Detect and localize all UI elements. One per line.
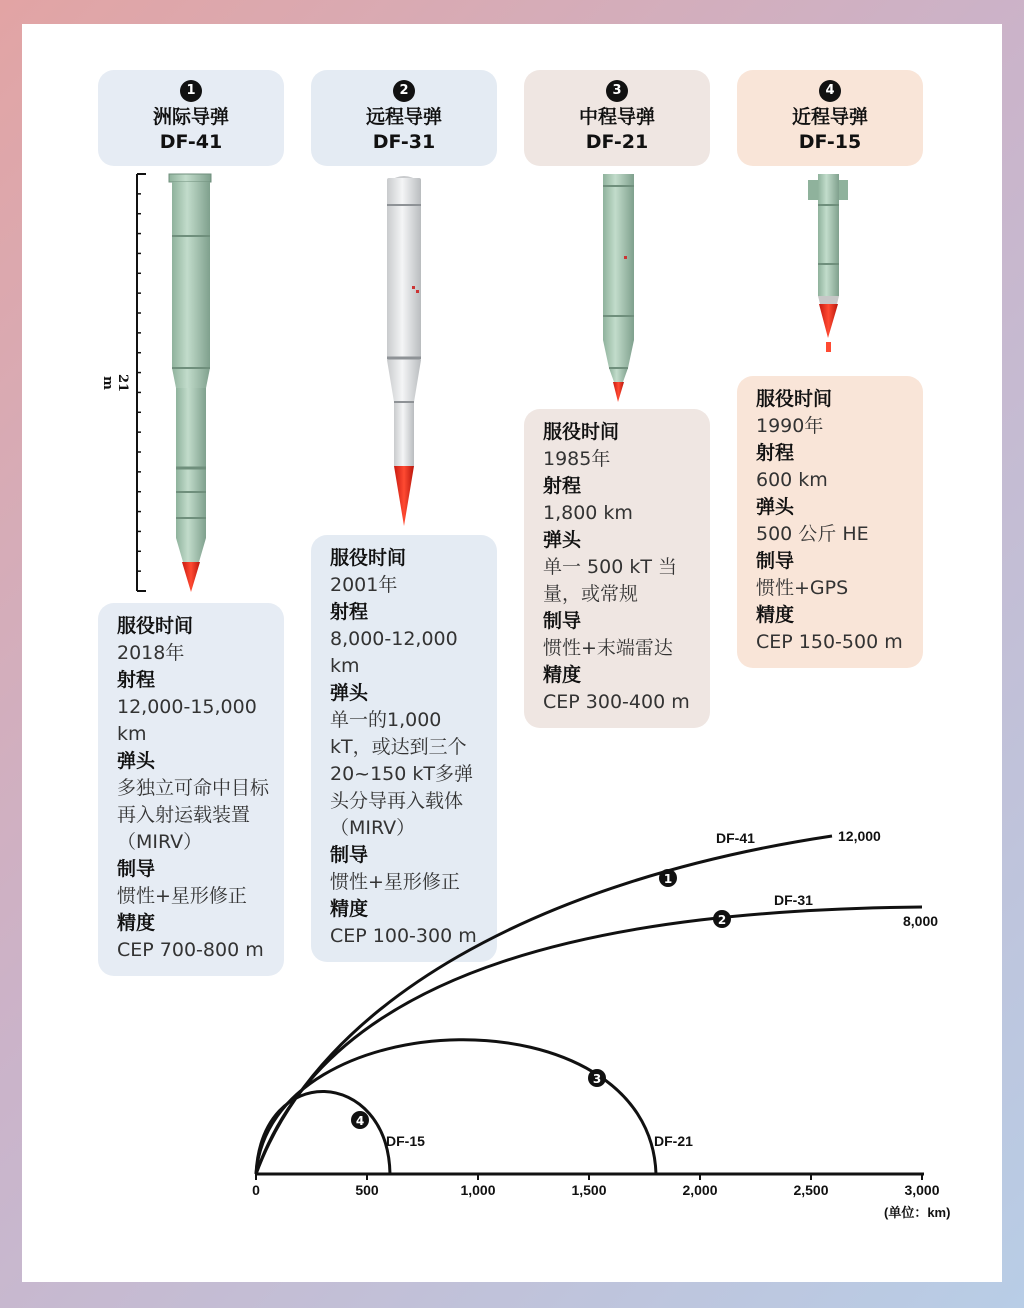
spec-value: 惯性+星形修正	[117, 885, 247, 907]
spec-label: 弹头	[543, 529, 582, 551]
spec-label: 射程	[543, 475, 582, 497]
marker-number: 2	[717, 913, 727, 927]
spec-label: 弹头	[117, 750, 156, 772]
spec-value: 多独立可命中目标再入射运载装置（MIRV）	[117, 777, 270, 853]
spec-value: CEP 700-800 m	[117, 939, 264, 961]
spec-value: CEP 100-300 m	[330, 925, 477, 947]
spec-label: 精度	[756, 604, 795, 626]
spec-label: 弹头	[330, 682, 369, 704]
spec-value: 惯性+末端雷达	[543, 637, 673, 659]
range-axis-tick-label: 500	[355, 1182, 379, 1198]
trajectory-df21	[256, 1040, 656, 1174]
missile-code: DF-21	[585, 131, 649, 153]
spec-label: 弹头	[756, 496, 795, 518]
missile-type: 中程导弹	[578, 106, 655, 128]
spec-value: 1,800 km	[543, 502, 633, 524]
number-badge: 2	[393, 80, 415, 102]
spec-value: 惯性+星形修正	[330, 871, 460, 893]
spec-label: 服役时间	[117, 615, 194, 637]
range-axis-tick-label: 2,000	[682, 1182, 718, 1198]
spec-value: 1990年	[756, 415, 824, 437]
spec-label: 制导	[543, 610, 582, 632]
spec-value: 500 公斤 HE	[756, 523, 869, 545]
spec-label: 制导	[756, 550, 795, 572]
spec-value: 2001年	[330, 574, 398, 596]
spec-label: 服役时间	[756, 388, 833, 410]
missile-type: 洲际导弹	[152, 106, 229, 128]
height-scale-label: 21 m	[100, 373, 130, 393]
missile-code: DF-41	[159, 131, 223, 153]
trajectory-label-df31: DF-31	[774, 892, 813, 908]
number-badge: 3	[606, 80, 628, 102]
trajectory-marker-2	[713, 910, 731, 928]
trajectory-end-label-df31: 8,000	[903, 913, 939, 929]
spec-label: 射程	[330, 601, 369, 623]
range-axis-tick-label: 1,000	[460, 1182, 496, 1198]
missile-code: DF-31	[372, 131, 436, 153]
number-badge: 1	[180, 80, 202, 102]
spec-label: 制导	[117, 858, 156, 880]
trajectory-marker-4	[351, 1111, 369, 1129]
trajectory-df31	[256, 907, 922, 1174]
trajectory-label-df41: DF-41	[716, 830, 755, 846]
spec-label: 精度	[543, 664, 582, 686]
spec-label: 精度	[117, 912, 156, 934]
spec-label: 服役时间	[543, 421, 620, 443]
trajectory-label-df15: DF-15	[386, 1133, 425, 1149]
trajectory-end-label-df41: 12,000	[838, 828, 881, 844]
range-axis-tick-label: 2,500	[793, 1182, 829, 1198]
spec-value: 8,000-12,000 km	[330, 628, 458, 677]
trajectory-marker-3	[588, 1069, 606, 1087]
marker-number: 1	[663, 872, 673, 886]
range-axis-ticks	[252, 1174, 940, 1198]
missile-code: DF-15	[798, 131, 862, 153]
spec-value: CEP 150-500 m	[756, 631, 903, 653]
spec-label: 射程	[117, 669, 156, 691]
range-axis-tick-label: 0	[252, 1182, 260, 1198]
number-badge: 4	[819, 80, 841, 102]
spec-value: 单一 500 kT 当量，或常规	[543, 556, 677, 605]
range-axis-tick-label: 1,500	[571, 1182, 607, 1198]
missile-type: 近程导弹	[791, 106, 868, 128]
spec-label: 精度	[330, 898, 369, 920]
spec-label: 服役时间	[330, 547, 407, 569]
spec-value: 2018年	[117, 642, 185, 664]
trajectory-label-df21: DF-21	[654, 1133, 693, 1149]
spec-value: 600 km	[756, 469, 828, 491]
trajectory-df41	[256, 836, 832, 1174]
marker-number: 3	[592, 1072, 602, 1086]
spec-value: 12,000-15,000 km	[117, 696, 257, 745]
marker-number: 4	[355, 1114, 365, 1128]
trajectory-marker-1	[659, 869, 677, 887]
range-axis-tick-label: 3,000	[904, 1182, 940, 1198]
spec-value: 单一的1,000 kT，或达到三个20~150 kT多弹头分导再入载体（MIRV）	[330, 709, 474, 839]
spec-value: 惯性+GPS	[756, 577, 849, 599]
missile-type: 远程导弹	[365, 106, 442, 128]
range-unit-label: (单位：km)	[884, 1205, 951, 1220]
spec-value: CEP 300-400 m	[543, 691, 690, 713]
spec-value: 1985年	[543, 448, 611, 470]
spec-label: 射程	[756, 442, 795, 464]
spec-label: 制导	[330, 844, 369, 866]
